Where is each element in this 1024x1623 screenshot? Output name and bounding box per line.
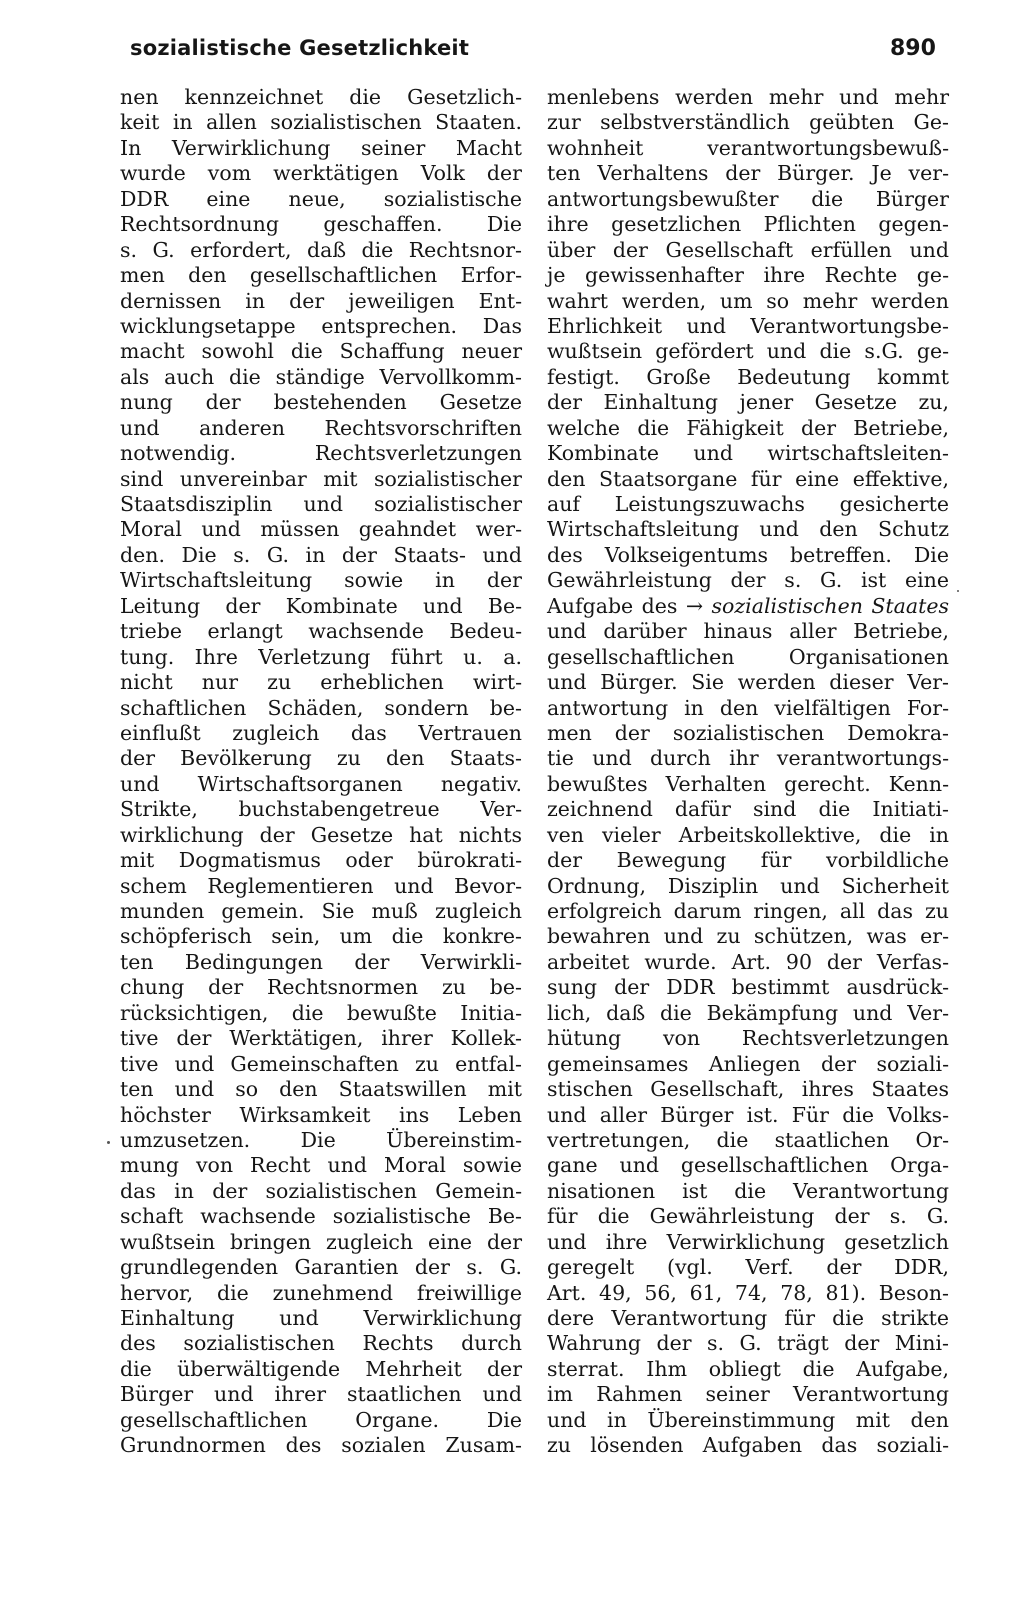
text-line: Ehrlichkeit und Verantwortungsbe- [547, 313, 949, 338]
text-column-left [120, 85, 522, 1459]
text-line: men den gesellschaftlichen Erfor- [120, 263, 522, 288]
text-line: im Rahmen seiner Verantwortung [547, 1382, 949, 1407]
text-line: chung der Rechtsnormen zu be- [120, 975, 522, 1000]
text-line: notwendig. Rechtsverletzungen [120, 441, 522, 466]
text-line: bewahren und zu schützen, was er- [547, 924, 949, 949]
text-line: und Wirtschaftsorganen negativ. [120, 771, 522, 796]
text-line: tung. Ihre Verletzung führt u. a. [120, 644, 522, 669]
text-line: munden gemein. Sie muß zugleich [120, 899, 522, 923]
text-line: Rechtsordnung geschaffen. Die [120, 212, 522, 237]
text-line: schem Reglementieren und Bevor- [120, 873, 522, 898]
text-line: schaft wachsende sozialistische Be- [120, 1204, 522, 1229]
text-line: geregelt (vgl. Verf. der DDR, [547, 1255, 949, 1280]
text-line: In Verwirklichung seiner Macht [120, 135, 522, 160]
text-line: nung der bestehenden Gesetze [120, 390, 522, 415]
text-line: festigt. Große Bedeutung kommt [547, 364, 949, 389]
text-line: tive der Werktätigen, ihrer Kollek- [120, 1026, 522, 1051]
text-line: Moral und müssen geahndet wer- [120, 517, 522, 542]
text-line: lich, daß die Bekämpfung und Ver- [547, 1000, 949, 1025]
text-line: mung von Recht und Moral sowie [120, 1153, 522, 1178]
scan-speck [107, 1141, 110, 1144]
text-line: den Staatsorgane für eine effektive, [547, 466, 949, 491]
text-line: bewußtes Verhalten gerecht. Kenn- [547, 771, 949, 796]
cross-reference-link: sozialistischen Staates [711, 593, 949, 618]
text-line: DDR eine neue, sozialistische [120, 186, 522, 211]
text-line: einflußt zugleich das Vertrauen [120, 720, 522, 745]
text-line: gesellschaftlichen Organe. Die [120, 1407, 522, 1432]
text-line: dere Verantwortung für die strikte [547, 1306, 949, 1330]
text-line: über der Gesellschaft erfüllen und [547, 237, 949, 262]
text-line: triebe erlangt wachsende Bedeu- [120, 619, 522, 644]
text-line: dernissen in der jeweiligen Ent- [120, 288, 522, 313]
text-line: Aufgabe des → sozialistischen Staates [547, 593, 949, 618]
text-line: men der sozialistischen Demokra- [547, 720, 949, 745]
text-line: zeichnend dafür sind die Initiati- [547, 797, 949, 822]
text-line: zu lösenden Aufgaben das soziali- [547, 1433, 949, 1458]
text-line: hervor, die zunehmend freiwillige [120, 1280, 522, 1305]
text-line: keit in allen sozialistischen Staaten. [120, 110, 522, 135]
text-line: Bürger und ihrer staatlichen und [120, 1382, 522, 1407]
text-line: ten Bedingungen der Verwirkli- [120, 949, 522, 974]
text-line: und Bürger. Sie werden dieser Ver- [547, 670, 949, 695]
text-line: gesellschaftlichen Organisationen [547, 644, 949, 669]
text-line: Kombinate und wirtschaftsleiten- [547, 441, 949, 466]
text-line: Wahrung der s. G. trägt der Mini- [547, 1331, 949, 1356]
text-line: und ihre Verwirklichung gesetzlich [547, 1229, 949, 1254]
text-line: gemeinsames Anliegen der soziali- [547, 1051, 949, 1076]
text-line: auf Leistungszuwachs gesicherte [547, 492, 949, 516]
text-line: wicklungsetappe entsprechen. Das [120, 313, 522, 338]
scan-speck [957, 590, 959, 592]
text-line: Staatsdisziplin und sozialistischer [120, 492, 522, 516]
text-line: und anderen Rechtsvorschriften [120, 415, 522, 440]
text-line: und aller Bürger ist. Für die Volks- [547, 1102, 949, 1127]
text-line: menlebens werden mehr und mehr [547, 85, 949, 109]
text-line: Strikte, buchstabengetreue Ver- [120, 797, 522, 822]
text-line: ten Verhaltens der Bürger. Je ver- [547, 161, 949, 186]
text-line: grundlegenden Garantien der s. G. [120, 1255, 522, 1280]
text-line: wirklichung der Gesetze hat nichts [120, 822, 522, 847]
text-line: schaftlichen Schäden, sondern be- [120, 695, 522, 720]
text-line: welche die Fähigkeit der Betriebe, [547, 415, 949, 440]
text-line: die überwältigende Mehrheit der [120, 1356, 522, 1381]
text-line: arbeitet wurde. Art. 90 der Verfas- [547, 949, 949, 974]
text-line: tie und durch ihr verantwortungs- [547, 746, 949, 771]
text-line: ven vieler Arbeitskollektive, die in [547, 822, 949, 847]
text-line: wahrt werden, um so mehr werden [547, 288, 949, 313]
text-line: für die Gewährleistung der s. G. [547, 1204, 949, 1229]
text-line: tive und Gemeinschaften zu entfal- [120, 1051, 522, 1076]
text-line: der Einhaltung jener Gesetze zu, [547, 390, 949, 415]
text-line: des Volkseigentums betreffen. Die [547, 542, 949, 567]
text-line: rücksichtigen, die bewußte Initia- [120, 1000, 522, 1025]
page-number: 890 [890, 36, 936, 61]
text-line: nisationen ist die Verantwortung [547, 1178, 949, 1203]
text-line: Art. 49, 56, 61, 74, 78, 81). Beson- [547, 1280, 949, 1305]
text-line: Wirtschaftsleitung sowie in der [120, 568, 522, 593]
text-line: der Bewegung für vorbildliche [547, 848, 949, 873]
text-line: sind unvereinbar mit sozialistischer [120, 466, 522, 491]
text-line: Wirtschaftsleitung und den Schutz [547, 517, 949, 542]
text-line: nicht nur zu erheblichen wirt- [120, 670, 522, 695]
text-line: des sozialistischen Rechts durch [120, 1331, 522, 1356]
text-line: ten und so den Staatswillen mit [120, 1077, 522, 1102]
text-line: und darüber hinaus aller Betriebe, [547, 619, 949, 644]
text-line: Gewährleistung der s. G. ist eine [547, 568, 949, 593]
text-line: Ordnung, Disziplin und Sicherheit [547, 873, 949, 898]
text-line: wußtsein gefördert und die s.G. ge- [547, 339, 949, 364]
text-line: macht sowohl die Schaffung neuer [120, 339, 522, 364]
text-line: zur selbstverständlich geübten Ge- [547, 110, 949, 135]
text-line: schöpferisch sein, um die konkre- [120, 924, 522, 949]
text-line: Einhaltung und Verwirklichung [120, 1306, 522, 1330]
text-line: als auch die ständige Vervollkomm- [120, 364, 522, 389]
text-line: wußtsein bringen zugleich eine der [120, 1229, 522, 1254]
text-line: je gewissenhafter ihre Rechte ge- [547, 263, 949, 288]
text-line: nen kennzeichnet die Gesetzlich- [120, 85, 522, 109]
text-line: mit Dogmatismus oder bürokrati- [120, 848, 522, 873]
text-line: das in der sozialistischen Gemein- [120, 1178, 522, 1203]
text-line: stischen Gesellschaft, ihres Staates [547, 1077, 949, 1102]
running-header-title: sozialistische Gesetzlichkeit [130, 36, 470, 60]
text-line: höchster Wirksamkeit ins Leben [120, 1102, 522, 1127]
text-line: und in Übereinstimmung mit den [547, 1407, 949, 1432]
text-line: Grundnormen des sozialen Zusam- [120, 1433, 522, 1458]
text-line: antwortung in den vielfältigen For- [547, 695, 949, 720]
text-line: wohnheit verantwortungsbewuß- [547, 135, 949, 160]
text-line: antwortungsbewußter die Bürger [547, 186, 949, 211]
text-line: sung der DDR bestimmt ausdrück- [547, 975, 949, 1000]
text-line: s. G. erfordert, daß die Rechtsnor- [120, 237, 522, 262]
text-line: umzusetzen. Die Übereinstim- [120, 1127, 522, 1152]
text-line: gane und gesellschaftlichen Orga- [547, 1153, 949, 1178]
text-line: den. Die s. G. in der Staats- und [120, 542, 522, 567]
text-line: sterrat. Ihm obliegt die Aufgabe, [547, 1356, 949, 1381]
text-line: ihre gesetzlichen Pflichten gegen- [547, 212, 949, 237]
text-line: wurde vom werktätigen Volk der [120, 161, 522, 186]
text-line: der Bevölkerung zu den Staats- [120, 746, 522, 771]
text-line: vertretungen, die staatlichen Or- [547, 1127, 949, 1152]
text-line: hütung von Rechtsverletzungen [547, 1026, 949, 1051]
text-column-right [547, 85, 949, 1459]
text-line: Leitung der Kombinate und Be- [120, 593, 522, 618]
text-line: erfolgreich darum ringen, all das zu [547, 899, 949, 923]
